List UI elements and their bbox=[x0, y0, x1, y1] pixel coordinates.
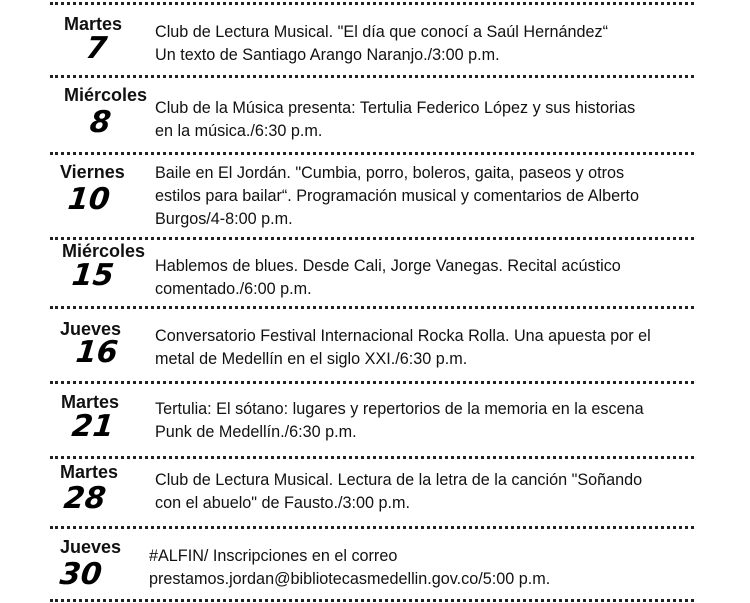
event-day: Viernes bbox=[60, 162, 125, 182]
event-day: Martes bbox=[61, 392, 120, 412]
event-description bbox=[155, 255, 621, 301]
event-description bbox=[155, 21, 608, 67]
divider bbox=[50, 152, 694, 155]
event-description bbox=[155, 469, 642, 515]
event-day: Miércoles bbox=[64, 85, 148, 105]
event-date-number: 7 bbox=[84, 31, 109, 66]
event-date-number: 30 bbox=[58, 557, 104, 592]
event-date-number: 28 bbox=[62, 481, 108, 516]
event-description-line: en la música./6:30 p.m. bbox=[155, 122, 323, 140]
divider bbox=[50, 237, 694, 240]
event-description-line: metal de Medellín en el siglo XXI./6:30 p.m. bbox=[155, 350, 468, 368]
divider bbox=[50, 306, 694, 309]
event-date-number: 15 bbox=[70, 258, 116, 293]
event-description-line: Un texto de Santiago Arango Naranjo./3:00 p.m. bbox=[155, 46, 500, 64]
divider bbox=[50, 75, 694, 78]
event-date-number: 10 bbox=[66, 182, 112, 217]
event-description-line: Burgos/4-8:00 p.m. bbox=[155, 210, 293, 228]
event-description-line: Club de Lectura Musical. Lectura de la letra de la canción "Soñando bbox=[155, 471, 643, 489]
event-description-line: #ALFIN/ Inscripciones en el correo bbox=[149, 547, 398, 565]
event-day: Jueves bbox=[60, 319, 122, 339]
event-description bbox=[149, 545, 550, 591]
event-description-line: Tertulia: El sótano: lugares y repertorios de la memoria en la escena bbox=[155, 400, 644, 418]
event-description-line: con el abuelo" de Fausto./3:00 p.m. bbox=[155, 494, 411, 512]
event-description bbox=[155, 162, 639, 231]
event-description-line: estilos para bailar“. Programación musical y comentarios de Alberto bbox=[155, 187, 640, 205]
divider bbox=[50, 456, 694, 459]
event-description-line: Club de la Música presenta: Tertulia Federico López y sus historias bbox=[155, 99, 636, 117]
event-day: Martes bbox=[60, 462, 119, 482]
event-date-number: 16 bbox=[74, 335, 120, 370]
event-description-line: Conversatorio Festival Internacional Rocka Rolla. Una apuesta por el bbox=[155, 327, 651, 345]
event-description bbox=[155, 97, 635, 143]
event-description-line: Club de Lectura Musical. "El día que conocí a Saúl Hernández“ bbox=[155, 23, 608, 41]
event-date-number: 8 bbox=[88, 105, 113, 140]
divider bbox=[50, 526, 694, 529]
divider bbox=[50, 381, 694, 384]
event-description-line: comentado./6:00 p.m. bbox=[155, 280, 312, 298]
event-day: Miércoles bbox=[62, 241, 146, 261]
event-description-line: prestamos.jordan@bibliotecasmedellin.gov.co/5:00 p.m. bbox=[149, 570, 551, 588]
event-date-number: 21 bbox=[70, 409, 116, 444]
event-day: Martes bbox=[64, 14, 123, 34]
event-description-line: Hablemos de blues. Desde Cali, Jorge Vanegas. Recital acústico bbox=[155, 257, 621, 275]
event-description-line: Baile en El Jordán. "Cumbia, porro, boleros, gaita, paseos y otros bbox=[155, 164, 625, 182]
event-day: Jueves bbox=[60, 537, 122, 557]
divider bbox=[50, 599, 694, 602]
event-description bbox=[155, 325, 651, 371]
event-description-line: Punk de Medellín./6:30 p.m. bbox=[155, 423, 357, 441]
divider bbox=[50, 2, 694, 5]
event-description bbox=[155, 398, 644, 444]
